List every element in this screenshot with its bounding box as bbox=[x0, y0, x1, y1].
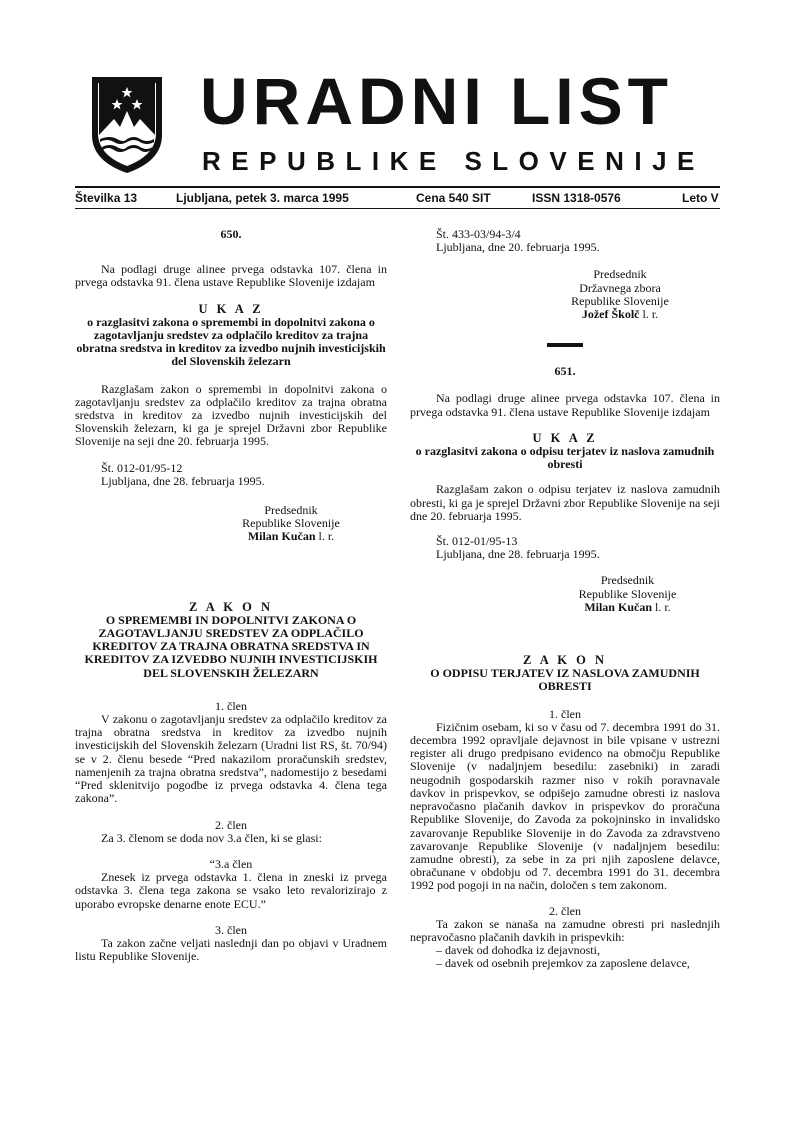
reference-number: Št. 433-03/94-3/4 bbox=[436, 227, 521, 241]
proclamation: Razglašam zakon o odpisu terjatev iz naslova zamudnih obresti, ki ga je sprejel Državni zbor Republike Slovenije na seji dne 20. februarja 1995. bbox=[410, 482, 720, 523]
signature-name: Milan Kučan bbox=[247, 529, 316, 544]
signature-role: Predsednik bbox=[600, 573, 655, 588]
right-column bbox=[410, 228, 720, 971]
ukaz-heading: U K A Z bbox=[532, 430, 598, 445]
signature-org: Državnega zbora bbox=[579, 280, 661, 295]
article-text: Ta zakon se nanaša na zamudne obresti pri naslednjih nepravočasno plačanih davkih in prispevkih: bbox=[410, 916, 720, 944]
reference-date: Ljubljana, dne 28. februarja 1995. bbox=[436, 547, 600, 562]
issue-number: Številka 13 bbox=[75, 191, 138, 205]
signature-line bbox=[520, 308, 720, 321]
signature-role: Predsednik bbox=[264, 503, 318, 518]
left-column bbox=[75, 228, 387, 963]
signature-org: Republike Slovenije bbox=[571, 293, 669, 308]
reference-number: Št. 012-01/95-12 bbox=[101, 460, 183, 475]
article-heading: 2. člen bbox=[549, 903, 581, 918]
signature-name: Milan Kučan bbox=[584, 599, 652, 614]
article-text: Fizičnim osebam, ki so v času od 7. decembra 1991 do 31. decembra 1992 opravljale dejavnost in bile vpisane v ustrezni register ali drugo predpisano evidenco na območju Republike Slovenije (v nadaljnjem besedilu: zasebniki) in zaradi neugodnih gospodarskih razmer niso v rokih poravnavale davkov in prispevkov, se odpišejo zamudne obresti iz naslova nepravočasno plačanih davkov in prispevkov do proračuna Republike Slovenije, do Zavoda za pokojninsko in invalidsko zavarovanje Republike Slovenije in do Zavoda za zdravstveno zavarovanje Republike Slovenije (v nadaljnjem besedilu: zamudne obresti), za sebe in za pri njih zaposlene delavce, obračunane v obdobju od 7. decembra 1991 do 31. decembra 1992 pod pogoji in na način, določen s tem zakonom. bbox=[410, 719, 720, 893]
list-item: – davek od osebnih prejemkov za zaposlene delavce, bbox=[436, 956, 690, 971]
ukaz-title: o razglasitvi zakona o odpisu terjatev iz naslova zamudnih obresti bbox=[415, 444, 715, 472]
zakon-heading: Z A K O N bbox=[523, 653, 607, 668]
signature-line bbox=[535, 601, 720, 614]
article-heading: 1. člen bbox=[549, 706, 581, 721]
issue-year: Leto V bbox=[682, 191, 719, 205]
preamble: Na podlagi druge alinee prvega odstavka 107. člena in prvega odstavka 91. člena ustave Republike Slovenije izdajam bbox=[75, 262, 387, 290]
issue-price: Cena 540 SIT bbox=[416, 191, 491, 205]
reference-date: Ljubljana, dne 20. februarja 1995. bbox=[436, 240, 600, 255]
header-rule-bottom bbox=[75, 208, 720, 209]
signature-role: Predsednik bbox=[593, 267, 647, 282]
reference-date: Ljubljana, dne 28. februarja 1995. bbox=[101, 473, 265, 488]
act-number: 651. bbox=[554, 364, 576, 379]
issue-issn: ISSN 1318-0576 bbox=[532, 191, 621, 205]
article-text: Ta zakon začne veljati naslednji dan po objavi v Uradnem listu Republike Slovenije. bbox=[75, 935, 387, 964]
list-item: – davek od dohodka iz dejavnosti, bbox=[436, 943, 600, 958]
signature-name: Jožef Školč bbox=[581, 307, 640, 322]
signature-org: Republike Slovenije bbox=[242, 516, 340, 531]
article-text: Znesek iz prvega odstavka 1. člena in zneski iz prvega odstavka 3. člena tega zakona se vsako leto revalorizirajo z uporabo evropske denarne enote ECU.” bbox=[75, 870, 387, 911]
signature-suffix: l. r. bbox=[642, 307, 659, 322]
signature-line bbox=[195, 530, 387, 543]
coat-of-arms-logo bbox=[90, 75, 164, 175]
masthead-title: URADNI LIST bbox=[200, 64, 673, 138]
article-heading: 2. člen bbox=[215, 817, 247, 832]
ukaz-title: o razglasitvi zakona o spremembi in dopolnitvi zakona o zagotavljanju sredstev za odplačilo kreditov za trajna obratna sredstva in kreditov za izvedbo nujnih investicijskih del Slovenskih železarn bbox=[76, 314, 386, 369]
ukaz-heading: U K A Z bbox=[198, 301, 264, 316]
signature-suffix: l. r. bbox=[318, 529, 335, 544]
article-text: Za 3. členom se doda nov 3.a člen, ki se glasi: bbox=[101, 830, 322, 845]
masthead-subtitle: REPUBLIKE SLOVENIJE bbox=[202, 146, 705, 176]
signature-org: Republike Slovenije bbox=[578, 586, 677, 601]
header-rule-top bbox=[75, 186, 720, 188]
article-heading: 3. člen bbox=[215, 922, 247, 937]
article-heading: 1. člen bbox=[215, 698, 247, 713]
signature-suffix: l. r. bbox=[655, 599, 671, 614]
issue-place-date: Ljubljana, petek 3. marca 1995 bbox=[176, 191, 349, 205]
zakon-title: O SPREMEMBI IN DOPOLNITVI ZAKONA O ZAGOTAVLJANJU SREDSTEV ZA ODPLAČILO KREDITOV ZA TRAJNA OBRATNA SREDSTVA IN KREDITOV ZA IZVEDBO NUJNIH INVESTICIJSKIH DEL SLOVENSKIH ŽELEZARN bbox=[84, 612, 378, 680]
zakon-heading: Z A K O N bbox=[189, 599, 273, 614]
zakon-title: O ODPISU TERJATEV IZ NASLOVA ZAMUDNIH OBRESTI bbox=[430, 666, 700, 694]
article-text: V zakonu o zagotavljanju sredstev za odplačilo kreditov za trajna obratna sredstva in kreditov za izvedbo nujnih investicijskih del Slovenskih železarn (Uradni list RS, št. 70/94) se v 2. členu besede “Pred nakazilom proračunskih sredstev, namenjenih za trajna obratna sredstva”, nadomestijo z besedami “Pred sklenitvijo pogodbe iz prvega odstavka 4. člena tega zakona”. bbox=[75, 712, 387, 806]
preamble: Na podlagi druge alinee prvega odstavka 107. člena in prvega odstavka 91. člena ustave Republike Slovenije izdajam bbox=[410, 391, 720, 419]
proclamation: Razglašam zakon o spremembi in dopolnitvi zakona o zagotavljanju sredstev za odplačilo kreditov za trajna obratna sredstva in kreditov za izvedbo nujnih investicijskih del Slovenskih železarn, ki ga je sprejel Državni zbor Republike Slovenije na seji dne 20. februarja 1995. bbox=[75, 381, 387, 449]
reference-number: Št. 012-01/95-13 bbox=[436, 534, 518, 549]
article-heading: “3.a člen bbox=[209, 856, 253, 871]
act-number: 650. bbox=[220, 227, 242, 241]
